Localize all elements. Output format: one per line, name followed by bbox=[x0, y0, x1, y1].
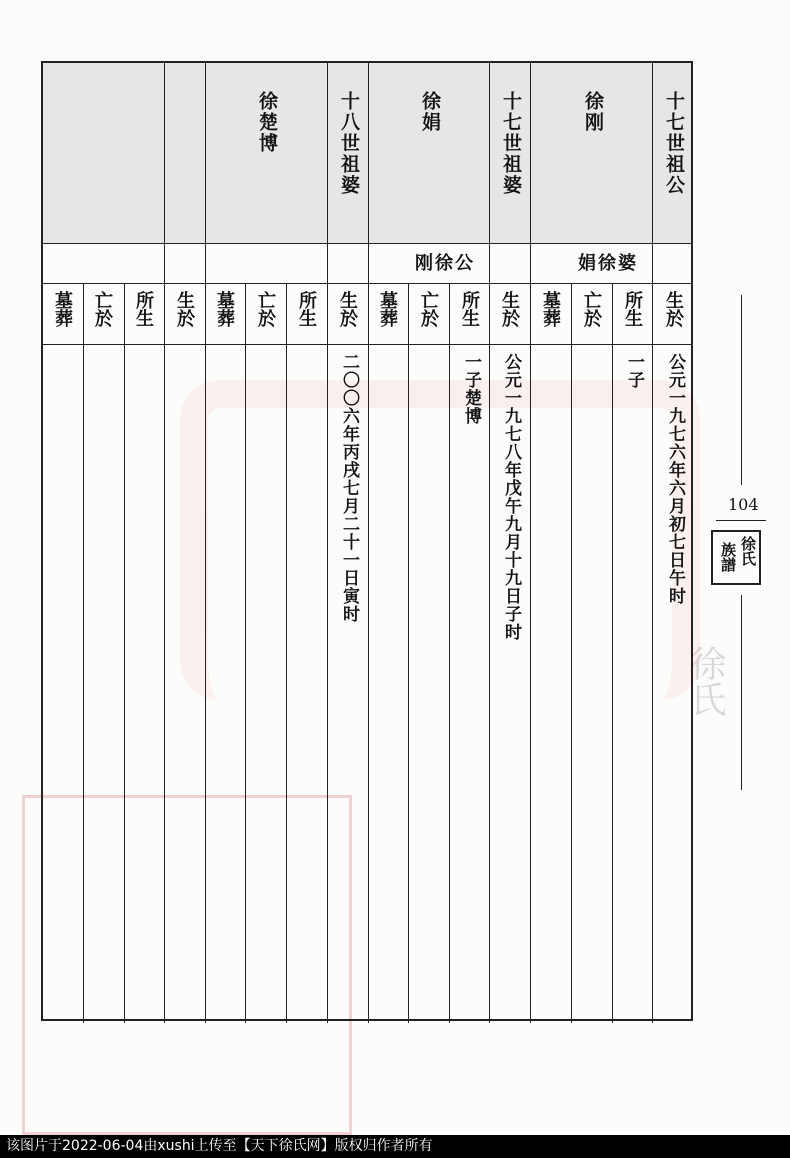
birth-value: 二〇〇六年丙戌七月二十一日寅时 bbox=[339, 353, 359, 623]
person-name: 徐楚博 bbox=[256, 91, 278, 154]
divider bbox=[571, 283, 572, 1023]
field-label-birth: 生於 bbox=[174, 291, 195, 327]
divider bbox=[83, 283, 84, 1023]
field-label-death: 亡於 bbox=[255, 291, 276, 327]
person-name: 徐刚 bbox=[582, 91, 604, 133]
stamp-text: 徐氏 bbox=[739, 536, 757, 566]
divider bbox=[489, 63, 490, 1023]
generation-title: 十七世祖公 bbox=[663, 91, 685, 196]
spouse-label: 刚徐公 bbox=[415, 253, 475, 274]
field-label-death: 亡於 bbox=[418, 291, 439, 327]
field-label-burial: 墓葬 bbox=[540, 291, 561, 327]
field-label-death: 亡於 bbox=[92, 291, 113, 327]
divider bbox=[449, 283, 450, 1023]
field-label-death: 亡於 bbox=[581, 291, 602, 327]
field-label-children: 所生 bbox=[296, 291, 317, 327]
field-label-burial: 墓葬 bbox=[52, 291, 73, 327]
divider bbox=[408, 283, 409, 1023]
field-label-birth: 生於 bbox=[499, 291, 520, 327]
divider bbox=[652, 63, 653, 1023]
genealogy-table bbox=[41, 61, 693, 1021]
field-label-burial: 墓葬 bbox=[214, 291, 235, 327]
divider bbox=[530, 63, 531, 1023]
birth-value: 公元一九七六年六月初七日午时 bbox=[665, 353, 685, 605]
footer-caption: 该图片于2022-06-04由xushi上传至【天下徐氏网】版权归作者所有 bbox=[0, 1135, 790, 1158]
divider bbox=[612, 283, 613, 1023]
side-stamp bbox=[711, 530, 761, 585]
divider bbox=[327, 63, 328, 1023]
spouse-label: 娟徐婆 bbox=[578, 253, 638, 274]
person-name: 徐娟 bbox=[419, 91, 441, 133]
side-rule bbox=[741, 295, 742, 485]
watermark-text: 徐氏 bbox=[685, 645, 726, 717]
divider bbox=[164, 63, 165, 1023]
page-number: 104 bbox=[728, 495, 759, 514]
field-label-children: 所生 bbox=[133, 291, 154, 327]
generation-title: 十七世祖婆 bbox=[500, 91, 522, 196]
divider bbox=[124, 283, 125, 1023]
field-label-birth: 生於 bbox=[337, 291, 358, 327]
stamp-text: 族譜 bbox=[719, 542, 737, 572]
field-label-children: 所生 bbox=[622, 291, 643, 327]
side-rule bbox=[716, 520, 766, 521]
side-rule bbox=[741, 595, 742, 790]
field-label-burial: 墓葬 bbox=[377, 291, 398, 327]
children-value: 一子 bbox=[624, 353, 644, 389]
field-label-children: 所生 bbox=[459, 291, 480, 327]
generation-title: 十八世祖婆 bbox=[338, 91, 360, 196]
divider bbox=[205, 63, 206, 1023]
children-value: 一子楚博 bbox=[461, 353, 481, 425]
divider bbox=[368, 63, 369, 1023]
divider bbox=[286, 283, 287, 1023]
divider bbox=[245, 283, 246, 1023]
field-label-birth: 生於 bbox=[663, 291, 684, 327]
birth-value: 公元一九七八年戊午九月十九日子时 bbox=[501, 353, 521, 641]
header-shading bbox=[43, 63, 691, 243]
